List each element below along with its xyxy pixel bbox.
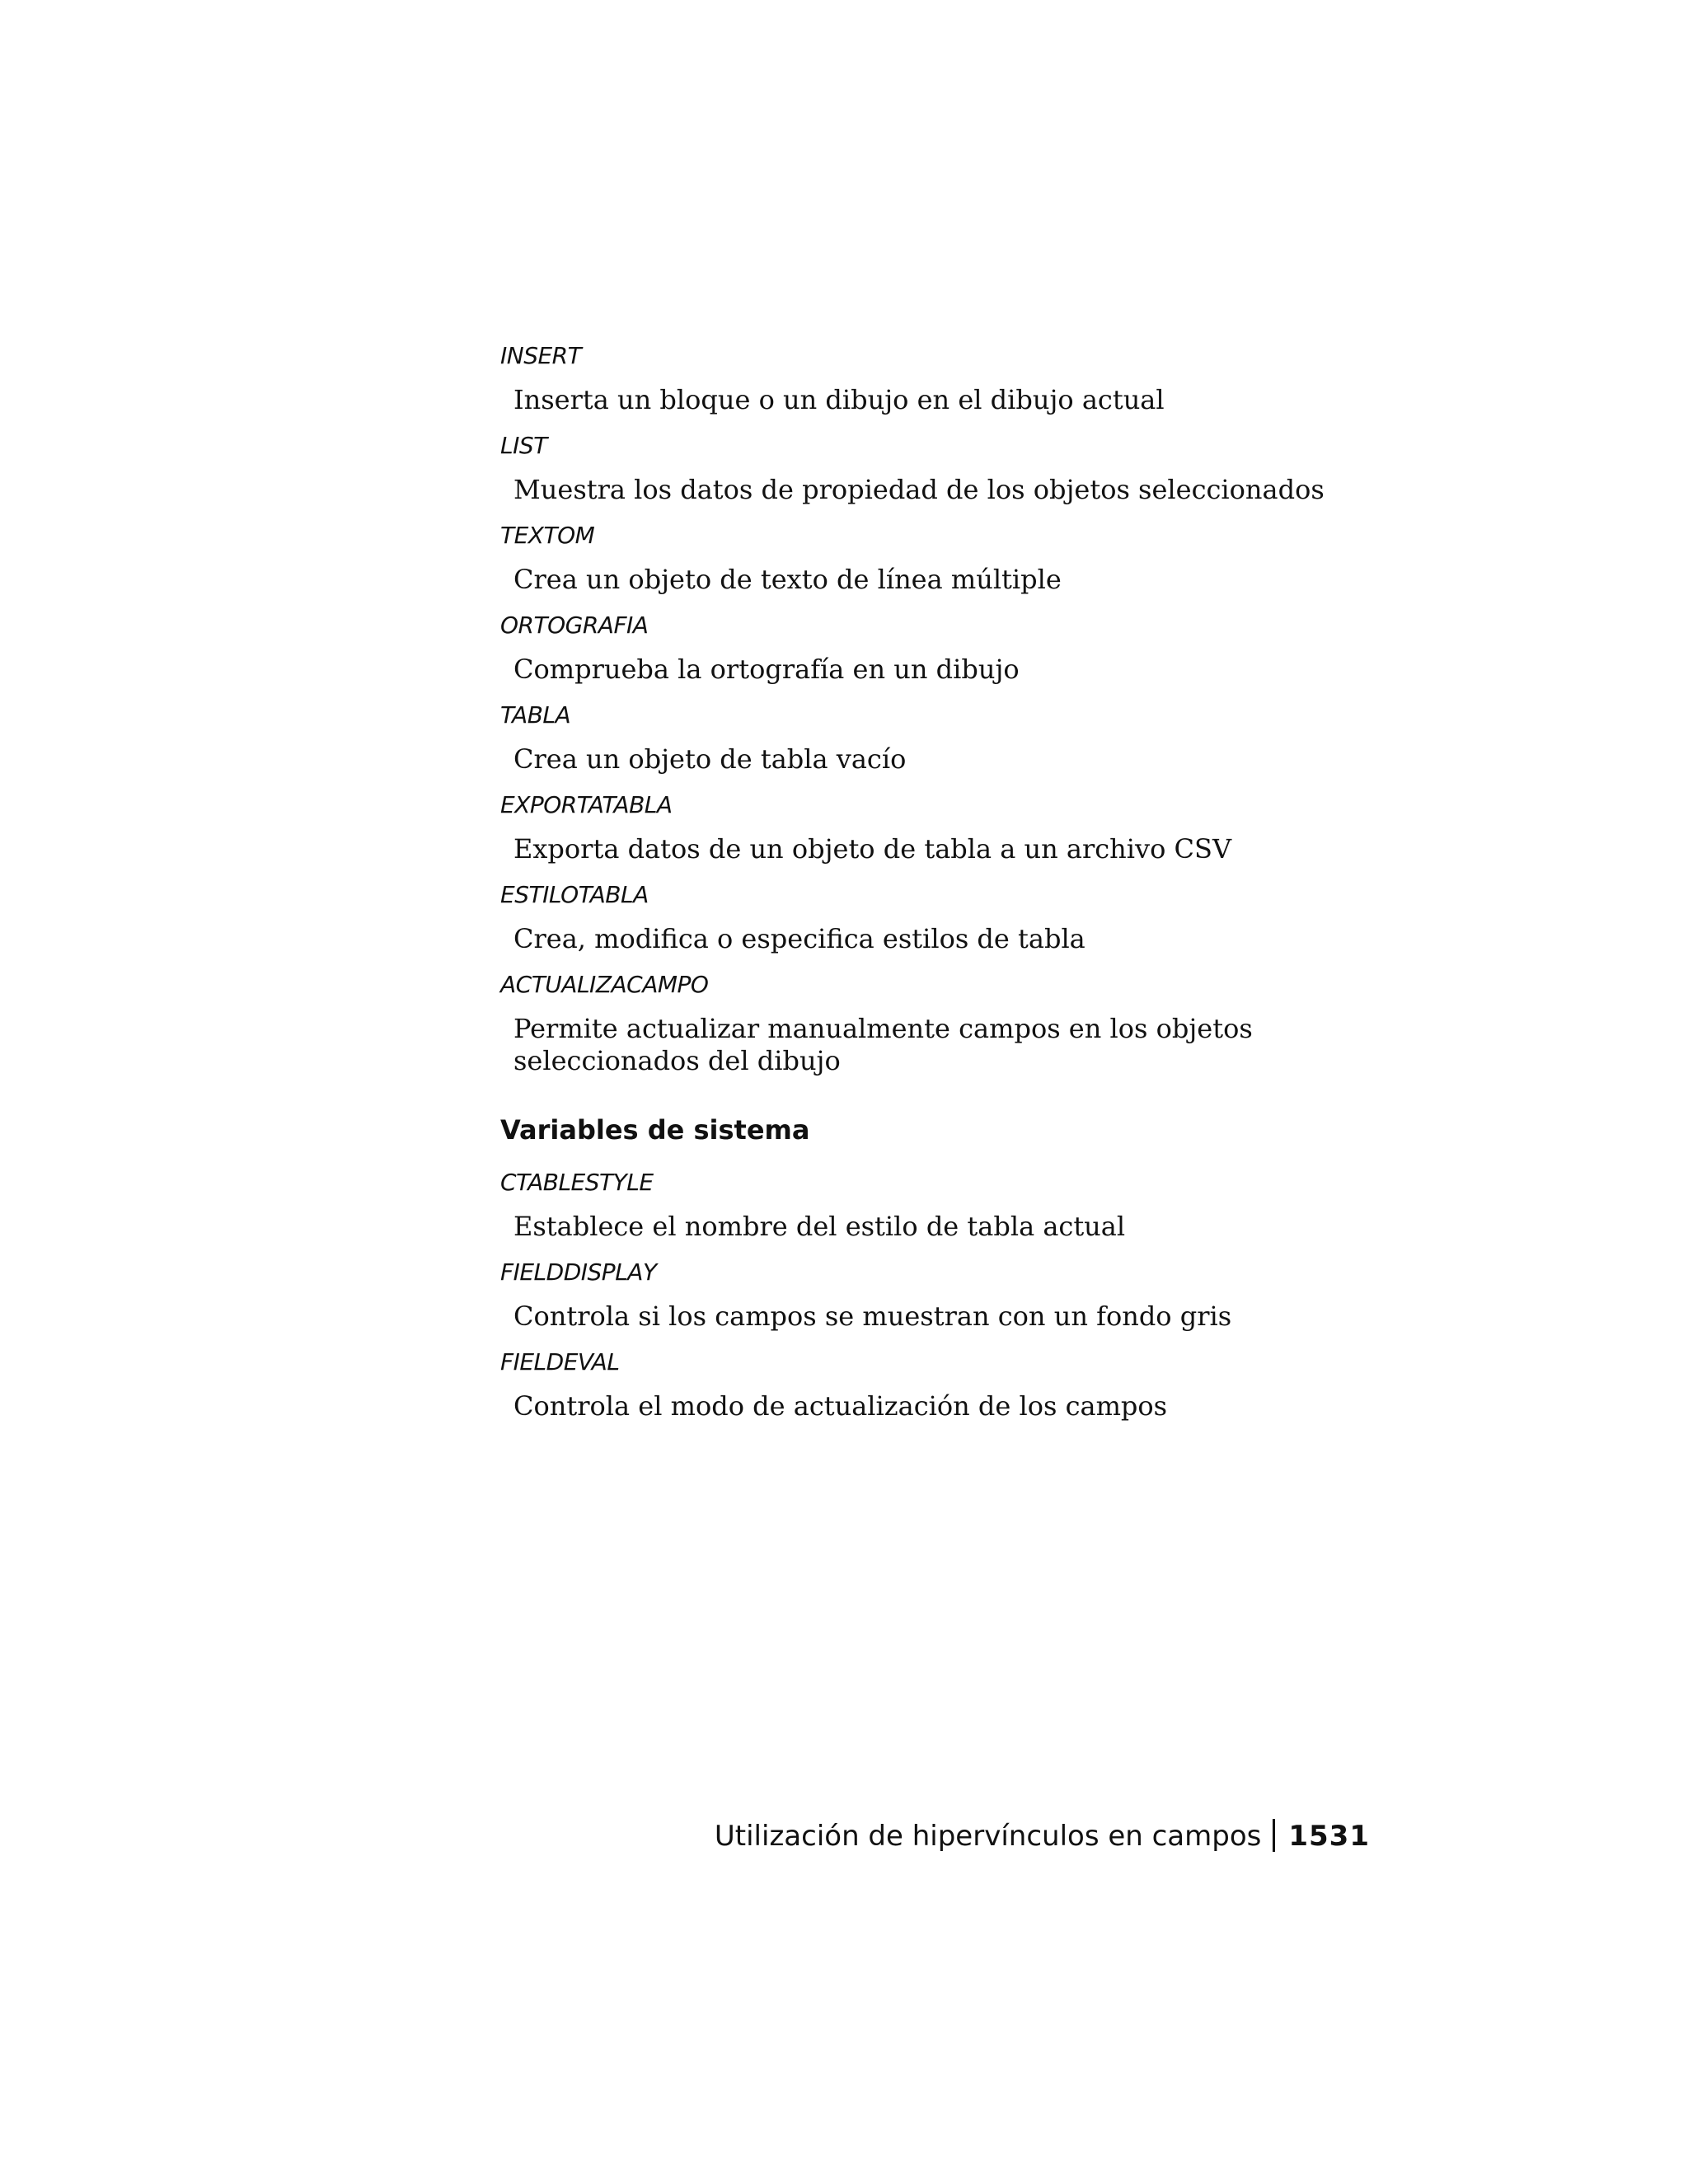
description-list: Muestra los datos de propiedad de los objetos seleccionados: [513, 474, 1325, 505]
footer-separator: [1273, 1819, 1275, 1852]
term-fielddisplay: FIELDDISPLAY: [500, 1258, 657, 1286]
description-ortografia: Comprueba la ortografía en un dibujo: [513, 654, 1020, 685]
description-estilotabla: Crea, modifica o especifica estilos de tabla: [513, 923, 1085, 954]
section-heading-system-variables: Variables de sistema: [500, 1114, 810, 1146]
definition-list: [500, 338, 1374, 1434]
term-actualizacampo: ACTUALIZACAMPO: [500, 971, 709, 998]
term-exportatabla: EXPORTATABLA: [500, 791, 673, 818]
description-actualizacampo: Permite actualizar manualmente campos en los objetos seleccionados del dibujo: [513, 1013, 1253, 1076]
footer-section-title: Utilización de hipervínculos en campos: [714, 1820, 1262, 1853]
term-ortografia: ORTOGRAFIA: [500, 612, 649, 639]
page-number: 1531: [1288, 1820, 1370, 1853]
term-insert: INSERT: [500, 342, 582, 369]
term-textom: TEXTOM: [500, 522, 595, 549]
description-fieldeval: Controla el modo de actualización de los campos: [513, 1390, 1168, 1422]
page-footer: [715, 1818, 1370, 1854]
description-textom: Crea un objeto de texto de línea múltiple: [513, 564, 1062, 595]
term-ctablestyle: CTABLESTYLE: [500, 1169, 654, 1196]
description-tabla: Crea un objeto de tabla vacío: [513, 743, 907, 775]
description-ctablestyle: Establece el nombre del estilo de tabla actual: [513, 1211, 1126, 1242]
description-exportatabla: Exporta datos de un objeto de tabla a un archivo CSV: [513, 833, 1232, 865]
description-insert: Inserta un bloque o un dibujo en el dibujo actual: [513, 384, 1165, 415]
description-fielddisplay: Controla si los campos se muestran con un fondo gris: [513, 1301, 1232, 1332]
term-tabla: TABLA: [500, 701, 571, 729]
term-list: LIST: [500, 432, 547, 459]
term-fieldeval: FIELDEVAL: [500, 1348, 620, 1376]
term-estilotabla: ESTILOTABLA: [500, 881, 649, 908]
